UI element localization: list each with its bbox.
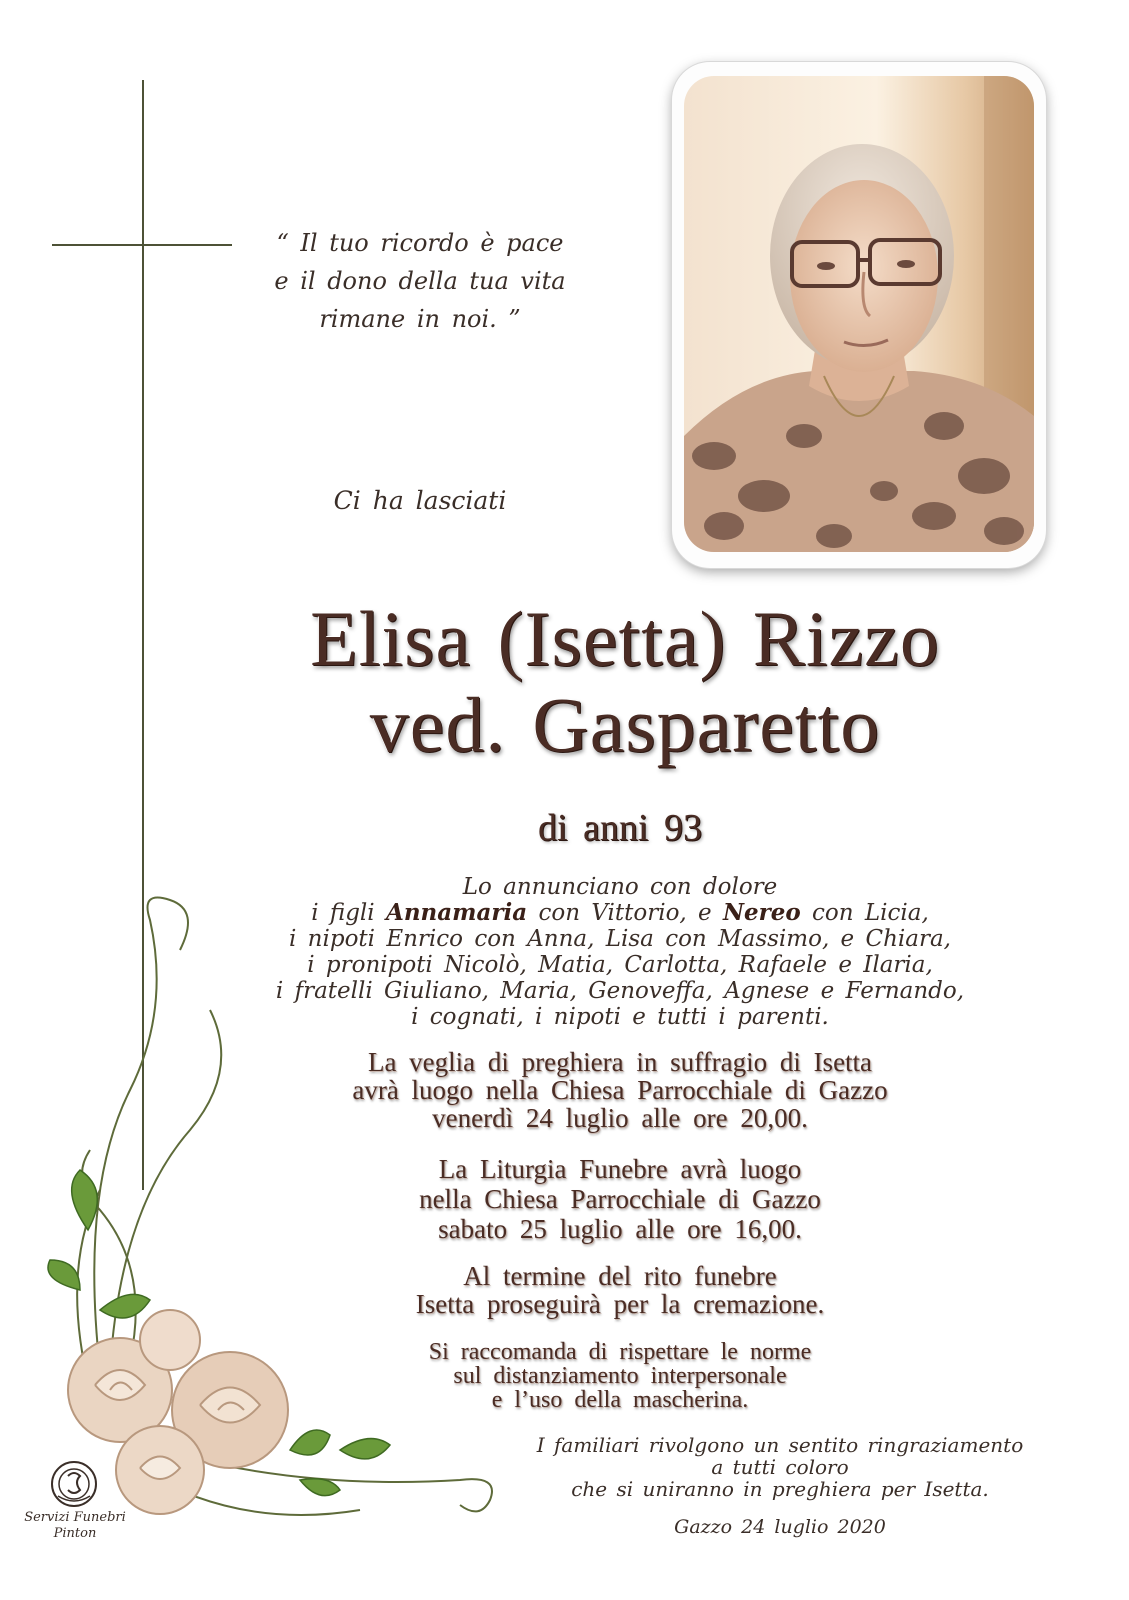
age-text: di anni 93 [538, 807, 702, 849]
announce-line: i pronipoti Nicolò, Matia, Carlotta, Rafaele e Ilaria, [307, 952, 933, 978]
safety-line: sul distanziamento interpersonale [453, 1363, 787, 1389]
child-name: Annamaria [385, 899, 528, 926]
thanks-line: I familiari rivolgono un sentito ringraziamento [536, 1433, 1024, 1457]
vigil-line: venerdì 24 luglio alle ore 20,00. [432, 1103, 808, 1133]
place-date: Gazzo 24 luglio 2020 [674, 1516, 886, 1538]
quote-line: “ Il tuo ricordo è pace [276, 229, 564, 257]
thanks-line: che si uniranno in preghiera per Isetta. [571, 1477, 989, 1501]
thanks-message [470, 1434, 1090, 1500]
vigil-line: La veglia di preghiera in suffragio di Isetta [367, 1047, 873, 1077]
rose-decoration [40, 890, 520, 1530]
funeral-home-logo-icon [50, 1460, 98, 1508]
announce-line: i cognati, i nipoti e tutti i parenti. [411, 1004, 829, 1030]
safety-line: e l’uso della mascherina. [491, 1387, 749, 1413]
safety-line: Si raccomanda di rispettare le norme [428, 1339, 812, 1365]
funeral-home-line: Pinton [53, 1526, 97, 1541]
portrait-illustration [684, 76, 1034, 552]
funeral-line: La Liturgia Funebre avrà luogo [438, 1154, 802, 1184]
announce-line: i fratelli Giuliano, Maria, Genoveffa, Agnese e Fernando, [275, 978, 965, 1004]
portrait-photo [684, 76, 1034, 552]
left-us-text: Ci ha lasciati [333, 486, 507, 515]
child-name: Nereo [722, 899, 801, 926]
funeral-home-name [10, 1510, 140, 1542]
funeral-line: sabato 25 luglio alle ore 16,00. [438, 1214, 802, 1244]
cremation-line: Al termine del rito funebre [463, 1261, 777, 1291]
name-line-widow: ved. Gasparetto [369, 681, 881, 768]
announce-line: Lo annunciano con dolore [462, 874, 778, 900]
announce-line: i nipoti Enrico con Anna, Lisa con Massimo, e Chiara, [289, 926, 951, 952]
announce-line-children: i figli Annamaria con Vittorio, e Nereo con Licia, [311, 899, 929, 926]
quote-line: e il dono della tua vita [274, 267, 566, 295]
thanks-line: a tutti coloro [711, 1455, 849, 1479]
funeral-line: nella Chiesa Parrocchiale di Gazzo [419, 1184, 821, 1214]
vigil-line: avrà luogo nella Chiesa Parrocchiale di Gazzo [352, 1075, 888, 1105]
name-line: Elisa (Isetta) Rizzo [310, 595, 940, 682]
quote-line: rimane in noi. ” [319, 305, 521, 333]
funeral-home-line: Servizi Funebri [24, 1510, 126, 1525]
memorial-quote [250, 224, 590, 338]
deceased-name [130, 596, 1120, 768]
portrait-frame [672, 62, 1046, 568]
cremation-line: Isetta proseguirà per la cremazione. [415, 1289, 825, 1319]
cross-horizontal-line [52, 244, 232, 246]
